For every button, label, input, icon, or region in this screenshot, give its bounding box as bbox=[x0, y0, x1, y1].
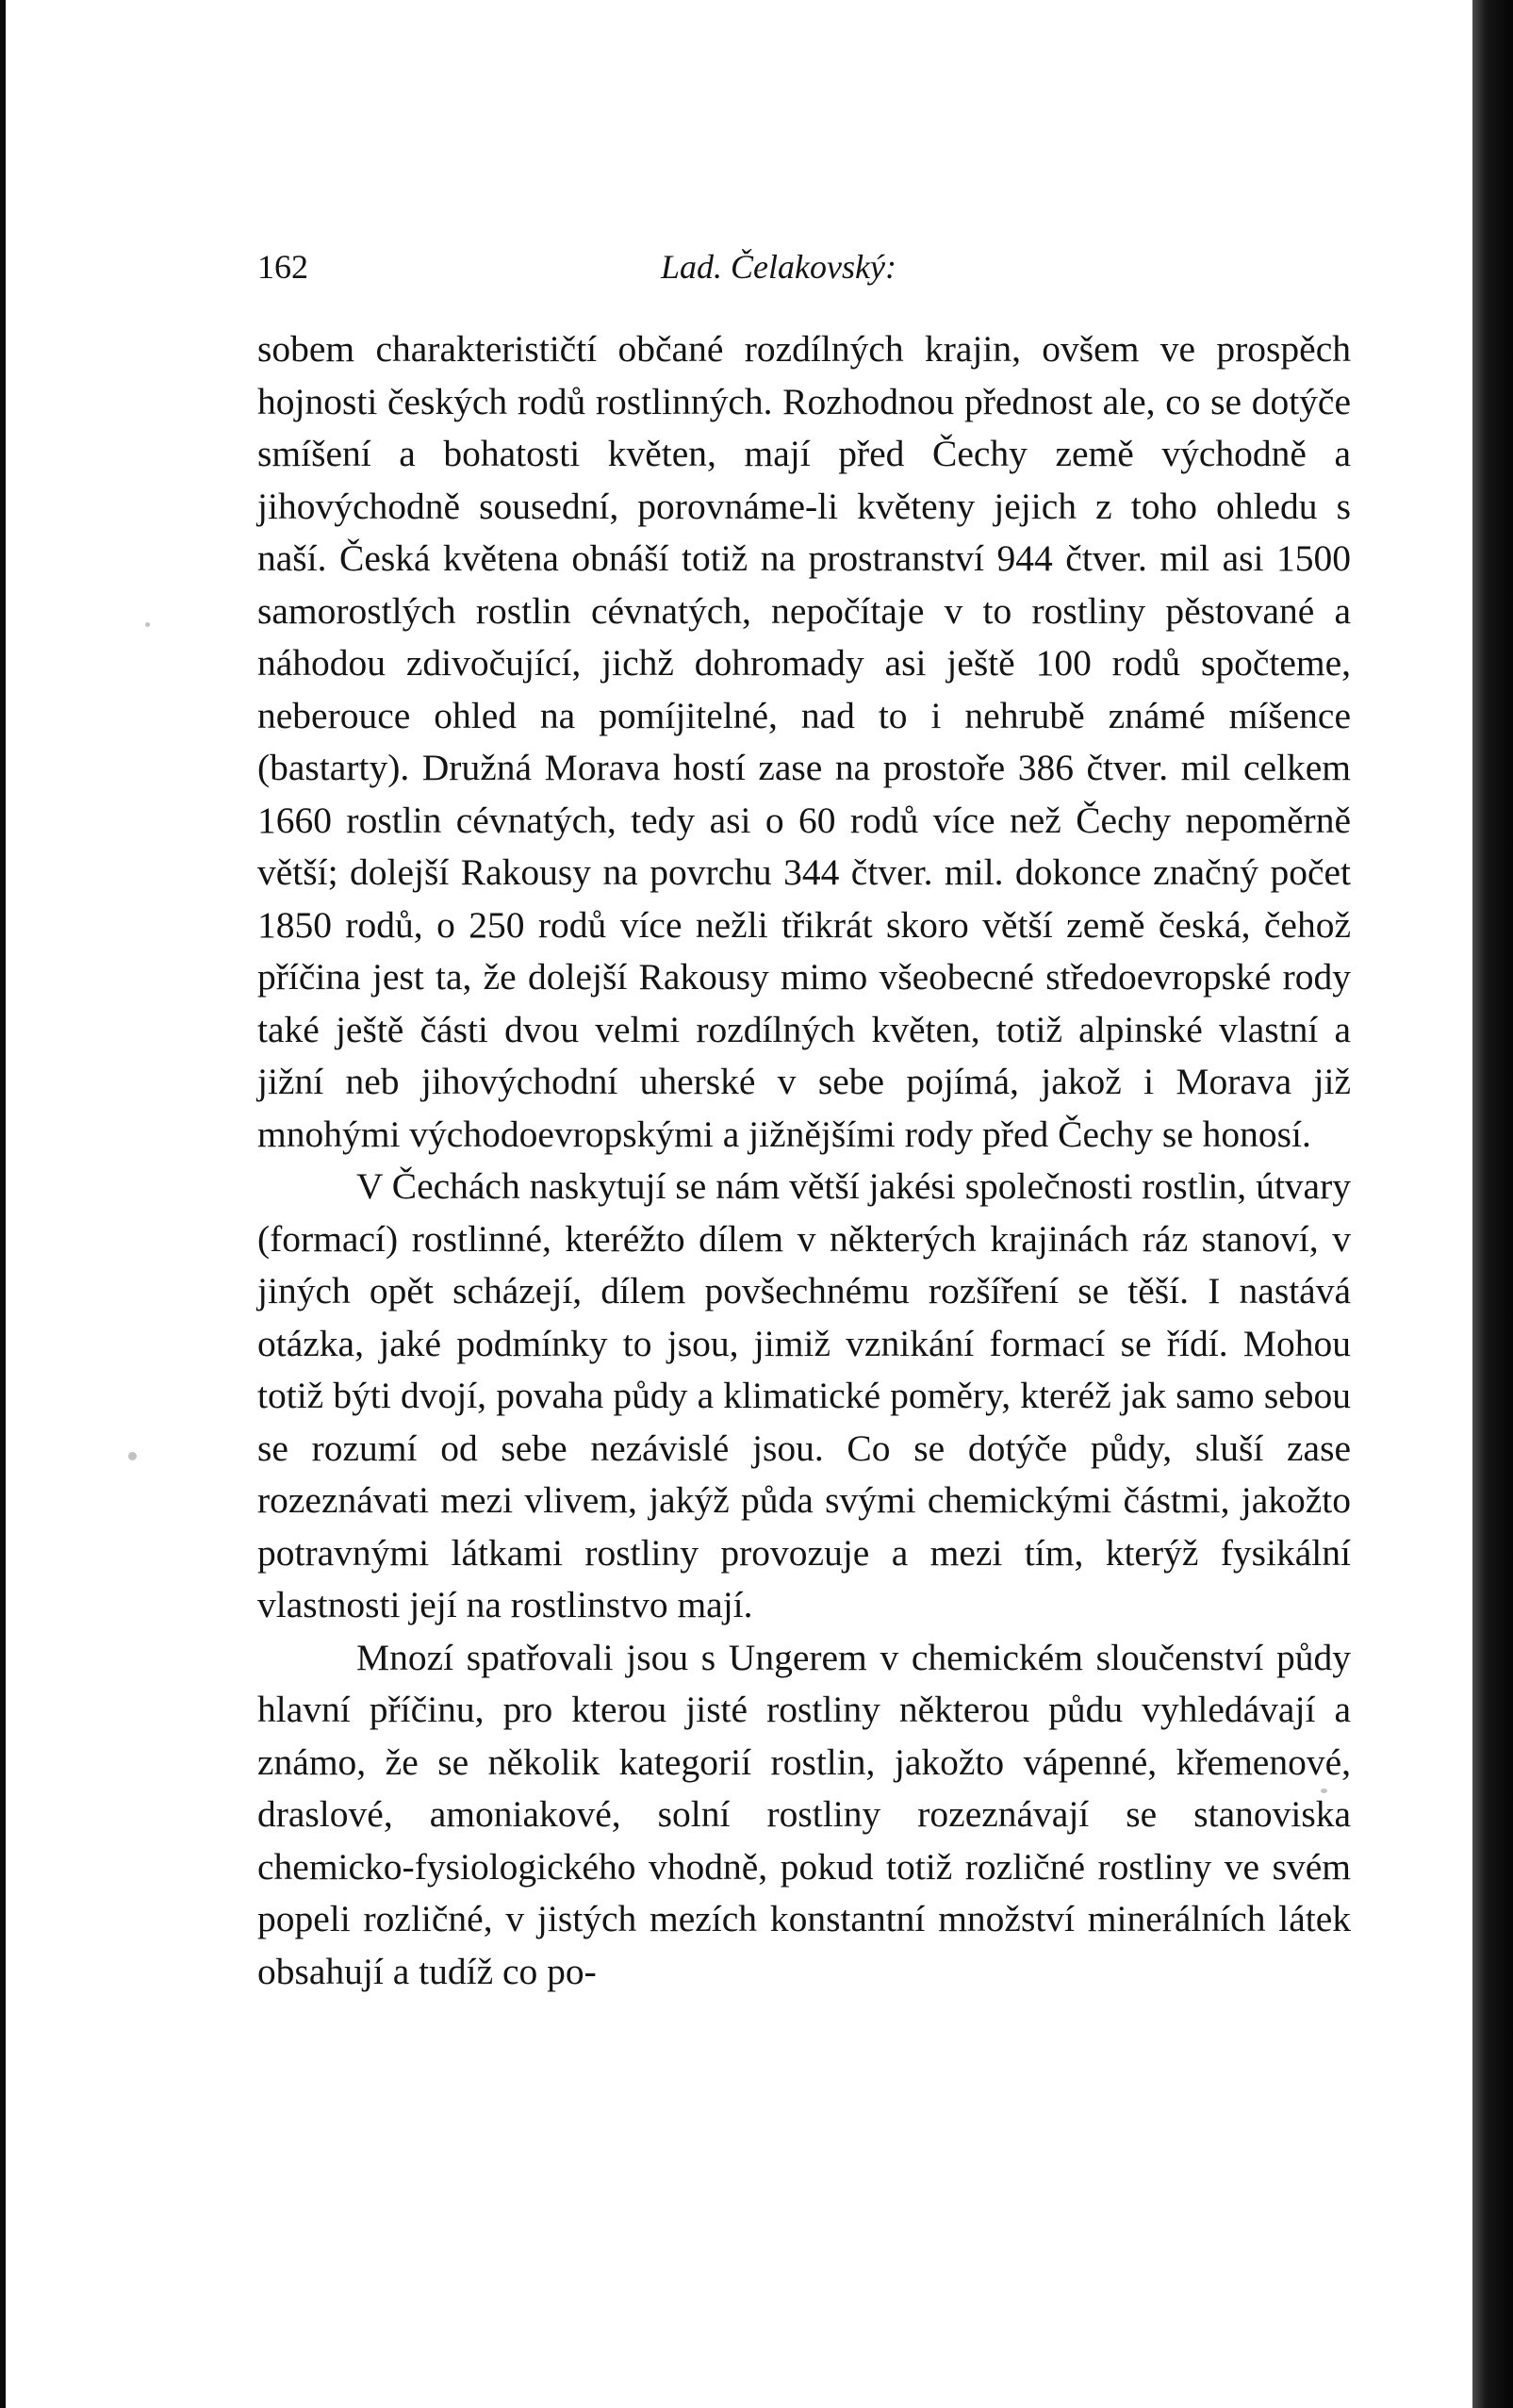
page-header bbox=[257, 247, 1351, 294]
ink-speck bbox=[128, 1452, 137, 1460]
paragraph: Mnozí spatřovali jsou s Ungerem v chemickém sloučenství půdy hlavní příčinu, pro kterou jisté rostliny některou půdu vyhledávají a známo, že se několik kategorií rostlin, jakožto vápenné, křemenové, draslové, amoniakové, solní rostliny rozeznávají se stanoviska chemicko-fysiologického vhodně, pokud totiž rozličné rostliny ve svém popeli rozličné, v jistých mezích konstantní množství minerálních látek obsahují a tudíž co po- bbox=[257, 1636, 1351, 1992]
paragraph: sobem charakterističtí občané rozdílných krajin, ovšem ve prospěch hojnosti českých rodů rostlinných. Rozhodnou přednost ale, co se dotýče smíšení a bohatosti květen, mají před Čechy země východně a jihovýchodně sousední, porovnáme-li květeny jejich z toho ohledu s naší. Česká květena obnáší totiž na prostranství 944 čtver. mil asi 1500 samorostlých rostlin cévnatých, nepočítaje v to rostliny pěstované a náhodou zdivočující, jichž dohromady asi ještě 100 rodů spočteme, neberouce ohled na pomíjitelné, nad to i nehrubě známé míšence (bastarty). Družná Morava hostí zase na prostoře 386 čtver. mil celkem 1660 rostlin cévnatých, tedy asi o 60 rodů více než Čechy nepoměrně větší; dolejší Rakousy na povrchu 344 čtver. mil. dokonce značný počet 1850 rodů, o 250 rodů více nežli třikrát skoro větší země česká, čehož příčina jest ta, že dolejší Rakousy mimo všeobecné středoevropské rody také ještě části dvou velmi rozdílných květen, totiž alpinské vlastní a jižní neb jihovýchodní uherské v sebe pojímá, jakož i Morava již mnohými východoevropskými a jižnějšími rody před Čechy se honosí. bbox=[257, 328, 1351, 1155]
ink-speck bbox=[145, 622, 150, 627]
page-number: 162 bbox=[257, 248, 308, 286]
page-edge-shadow bbox=[1472, 0, 1513, 2408]
book-page bbox=[6, 0, 1472, 2408]
running-head: Lad. Čelakovský: bbox=[661, 248, 896, 286]
paragraph: V Čechách naskytují se nám větší jakési společnosti rostlin, útvary (formací) rostlinné, kteréžto dílem v některých krajinách ráz stanoví, v jiných opět scházejí, dílem povšechnému rozšíření se těší. I nastává otázka, jaké podmínky to jsou, jimiž vznikání formací se řídí. Mohou totiž býti dvojí, povaha půdy a klimatické poměry, kteréž jak samo sebou se rozumí od sebe nezávislé jsou. Co se dotýče půdy, sluší zase rozeznávati mezi vlivem, jakýž půda svými chemickými částmi, jakožto potravnými látkami rostliny provozuje a mezi tím, kterýž fysikální vlastnosti její na rostlinstvo mají. bbox=[257, 1165, 1351, 1625]
body-text bbox=[257, 323, 1351, 1998]
